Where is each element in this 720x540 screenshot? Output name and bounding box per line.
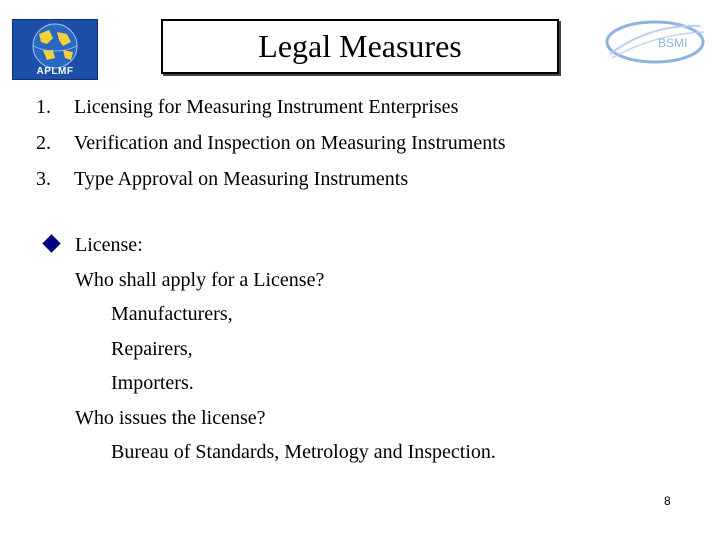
bsmi-logo-text: BSMI [658,36,688,50]
aplmf-logo-text: APLMF [36,66,74,77]
bsmi-swoosh-icon [600,14,710,72]
applicant-item: Importers. [111,372,194,394]
aplmf-logo [12,19,98,80]
page-number: 8 [664,494,671,508]
license-heading: License: [75,234,143,256]
license-issuer: Bureau of Standards, Metrology and Inspection. [111,441,496,463]
applicant-item: Manufacturers, [111,303,233,325]
list-item: 1. Licensing for Measuring Instrument Enterprises [36,96,459,118]
license-section [40,230,700,472]
license-question-apply: Who shall apply for a License? [75,268,325,291]
page-title: Legal Measures [161,19,559,74]
legal-measures-list [36,92,506,200]
list-item: 2. Verification and Inspection on Measuring Instruments [36,132,506,154]
diamond-bullet-icon [42,234,60,252]
license-heading-line [40,230,700,265]
list-item: 3. Type Approval on Measuring Instruments [36,168,409,190]
license-question-issuer: Who issues the license? [75,406,266,429]
applicant-item: Repairers, [111,337,193,360]
bsmi-logo [600,14,710,72]
